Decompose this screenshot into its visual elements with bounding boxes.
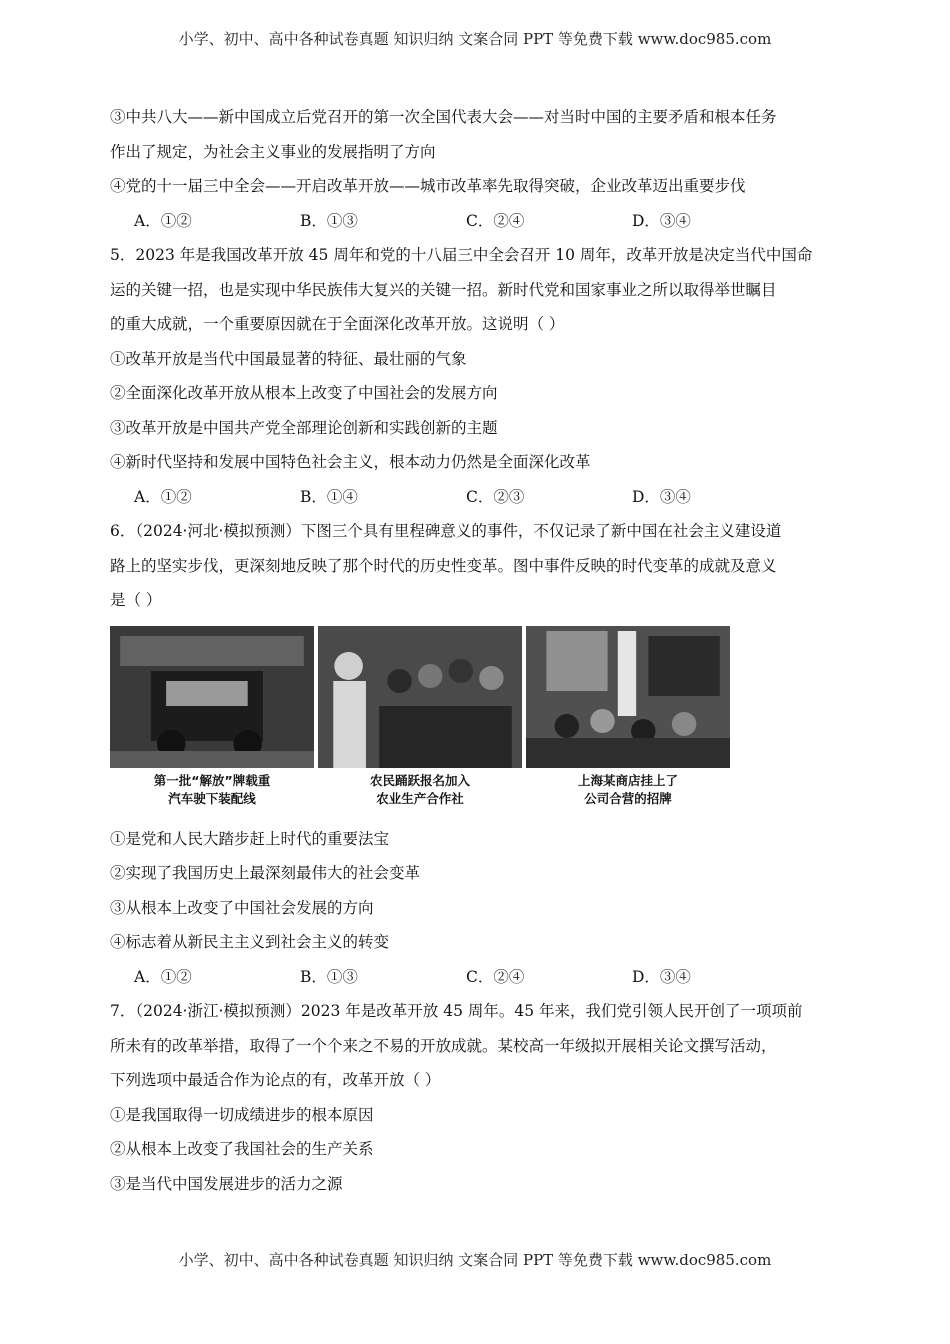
- photo-truck-assembly-line: [110, 626, 314, 768]
- q6-item-1: ①是党和人民大踏步赶上时代的重要法宝: [110, 829, 390, 848]
- option-c: C．②③: [466, 487, 525, 506]
- option-b: B．①③: [300, 967, 358, 986]
- prev-item-4: ④党的十一届三中全会——开启改革开放——城市改革率先取得突破，企业改革迈出重要步伐: [110, 177, 746, 195]
- q5-item-3: ③改革开放是中国共产党全部理论创新和实践创新的主题: [110, 418, 498, 437]
- option-b: B．①③: [300, 211, 358, 230]
- caption-store: 上海某商店挂上了 公司合营的招牌: [577, 772, 678, 806]
- q6-stem-line-1: 6．（2024·河北·模拟预测）下图三个具有里程碑意义的事件，不仅记录了新中国在社会主义建设道: [110, 522, 782, 540]
- q5-stem-line-1: 5．2023 年是我国改革开放 45 周年和党的十八届三中全会召开 10 周年，改革开放是决定当代中国命: [110, 246, 813, 264]
- q7-stem-line-1: 7．（2024·浙江·模拟预测）2023 年是改革开放 45 周年。45 年来，我们党引领人民开创了一项项前: [110, 1002, 803, 1020]
- prev-question: [110, 100, 840, 238]
- q5-item-1: ①改革开放是当代中国最显著的特征、最壮丽的气象: [110, 349, 467, 368]
- document-body: [110, 100, 840, 1201]
- prev-options: [110, 204, 840, 239]
- option-a: A．①②: [134, 211, 192, 230]
- question-5: [110, 238, 840, 514]
- page-header: 小学、初中、高中各种试卷真题 知识归纳 文案合同 PPT 等免费下载 www.doc985.com: [178, 30, 772, 48]
- q5-item-4: ④新时代坚持和发展中国特色社会主义，根本动力仍然是全面深化改革: [110, 453, 591, 471]
- option-a: A．①②: [134, 967, 192, 986]
- option-c: C．②④: [466, 967, 525, 986]
- photo-farmers-cooperative: [318, 626, 522, 768]
- caption-truck: 第一批“解放”牌载重 汽车驶下装配线: [153, 772, 271, 806]
- option-b: B．①④: [300, 487, 358, 506]
- q7-item-2: ②从根本上改变了我国社会的生产关系: [110, 1140, 374, 1158]
- q6-item-3: ③从根本上改变了中国社会发展的方向: [110, 898, 374, 917]
- q7-stem-line-3: 下列选项中最适合作为论点的有，改革开放（ ）: [110, 1071, 441, 1089]
- prev-item-3: ③中共八大——新中国成立后党召开的第一次全国代表大会——对当时中国的主要矛盾和根本任务: [110, 108, 777, 126]
- q6-stem-line-2: 路上的坚实步伐，更深刻地反映了那个时代的历史性变革。图中事件反映的时代变革的成就及意义: [110, 556, 777, 575]
- q6-photo-strip: [110, 626, 730, 808]
- prev-item-3-cont: 作出了规定，为社会主义事业的发展指明了方向: [110, 142, 436, 161]
- q6-item-4: ④标志着从新民主主义到社会主义的转变: [110, 933, 390, 951]
- q6-options: [110, 960, 840, 995]
- q7-stem-line-2: 所未有的改革举措，取得了一个个来之不易的开放成就。某校高一年级拟开展相关论文撰写活动，: [110, 1036, 777, 1055]
- option-d: D．③④: [632, 211, 691, 230]
- q6-stem-line-3: 是（ ）: [110, 591, 162, 609]
- q5-item-2: ②全面深化改革开放从根本上改变了中国社会的发展方向: [110, 384, 498, 402]
- caption-farmers: 农民踊跃报名加入 农业生产合作社: [369, 772, 470, 806]
- option-a: A．①②: [134, 487, 192, 506]
- q5-stem-line-3: 的重大成就，一个重要原因就在于全面深化改革开放。这说明（ ）: [110, 315, 565, 333]
- question-7: [110, 994, 840, 1201]
- option-d: D．③④: [632, 967, 691, 986]
- q5-options: [110, 480, 840, 515]
- page-footer: 小学、初中、高中各种试卷真题 知识归纳 文案合同 PPT 等免费下载 www.doc985.com: [178, 1251, 772, 1269]
- q6-item-2: ②实现了我国历史上最深刻最伟大的社会变革: [110, 864, 421, 882]
- option-d: D．③④: [632, 487, 691, 506]
- q7-item-1: ①是我国取得一切成绩进步的根本原因: [110, 1105, 374, 1124]
- question-6: [110, 514, 840, 994]
- q5-stem-line-2: 运的关键一招，也是实现中华民族伟大复兴的关键一招。新时代党和国家事业之所以取得举世瞩目: [110, 280, 777, 299]
- q7-item-3: ③是当代中国发展进步的活力之源: [110, 1174, 343, 1193]
- photo-shanghai-store-sign: [526, 626, 730, 768]
- option-c: C．②④: [466, 211, 525, 230]
